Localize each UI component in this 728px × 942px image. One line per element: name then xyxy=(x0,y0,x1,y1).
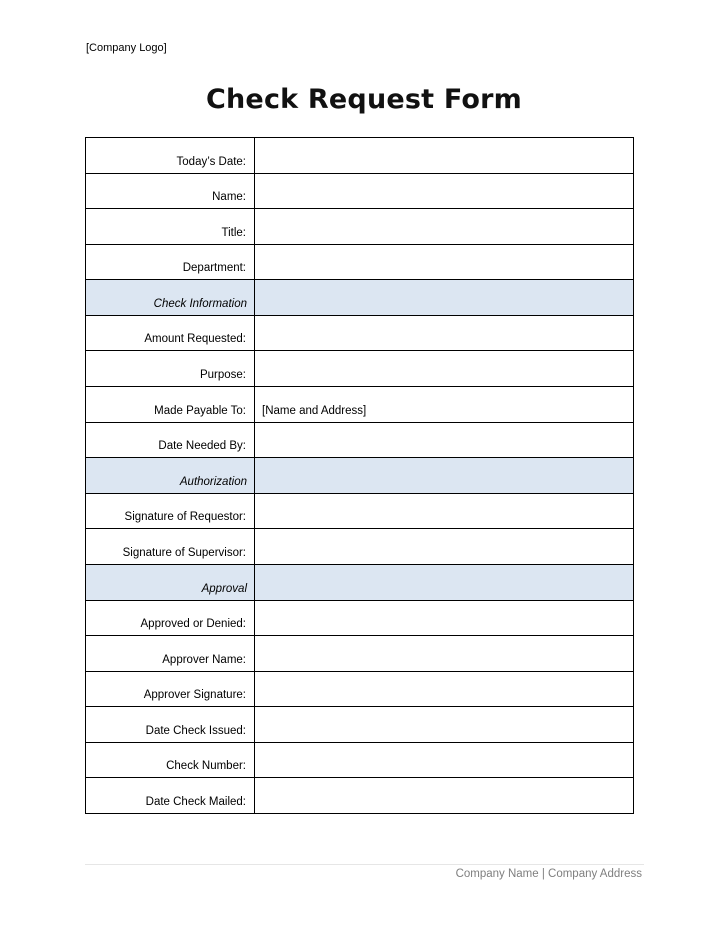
row-date-check-issued xyxy=(86,707,634,743)
field-date-needed-by[interactable] xyxy=(255,422,634,458)
footer-divider xyxy=(85,864,644,865)
row-department xyxy=(86,244,634,280)
label-approved-or-denied: Approved or Denied: xyxy=(86,600,255,636)
field-approved-or-denied[interactable] xyxy=(255,600,634,636)
row-purpose xyxy=(86,351,634,387)
section-label-authorization: Authorization xyxy=(86,458,255,494)
field-todays-date[interactable] xyxy=(255,138,634,174)
section-authorization xyxy=(86,458,634,494)
field-department[interactable] xyxy=(255,244,634,280)
row-signature-of-supervisor xyxy=(86,529,634,565)
label-name: Name: xyxy=(86,173,255,209)
row-made-payable-to xyxy=(86,387,634,423)
label-approver-name: Approver Name: xyxy=(86,636,255,672)
label-date-check-issued: Date Check Issued: xyxy=(86,707,255,743)
section-check-information xyxy=(86,280,634,316)
row-name xyxy=(86,173,634,209)
footer-company-info: Company Name | Company Address xyxy=(455,868,642,880)
section-fill-check-information xyxy=(255,280,634,316)
label-title: Title: xyxy=(86,209,255,245)
row-check-number xyxy=(86,742,634,778)
label-signature-of-requestor: Signature of Requestor: xyxy=(86,493,255,529)
section-label-approval: Approval xyxy=(86,564,255,600)
label-check-number: Check Number: xyxy=(86,742,255,778)
row-signature-of-requestor xyxy=(86,493,634,529)
label-purpose: Purpose: xyxy=(86,351,255,387)
company-logo-placeholder: [Company Logo] xyxy=(86,42,167,54)
field-date-check-mailed[interactable] xyxy=(255,778,634,814)
label-signature-of-supervisor: Signature of Supervisor: xyxy=(86,529,255,565)
row-todays-date xyxy=(86,138,634,174)
section-fill-approval xyxy=(255,564,634,600)
label-todays-date: Today’s Date: xyxy=(86,138,255,174)
field-approver-name[interactable] xyxy=(255,636,634,672)
field-made-payable-to[interactable]: [Name and Address] xyxy=(255,387,634,423)
label-approver-signature: Approver Signature: xyxy=(86,671,255,707)
field-purpose[interactable] xyxy=(255,351,634,387)
label-date-needed-by: Date Needed By: xyxy=(86,422,255,458)
field-date-check-issued[interactable] xyxy=(255,707,634,743)
row-approver-name xyxy=(86,636,634,672)
page-title: Check Request Form xyxy=(206,84,522,115)
field-check-number[interactable] xyxy=(255,742,634,778)
field-amount-requested[interactable] xyxy=(255,315,634,351)
label-date-check-mailed: Date Check Mailed: xyxy=(86,778,255,814)
label-amount-requested: Amount Requested: xyxy=(86,315,255,351)
row-approver-signature xyxy=(86,671,634,707)
field-title[interactable] xyxy=(255,209,634,245)
section-fill-authorization xyxy=(255,458,634,494)
check-request-table xyxy=(85,137,634,814)
row-approved-or-denied xyxy=(86,600,634,636)
section-label-check-information: Check Information xyxy=(86,280,255,316)
row-date-needed-by xyxy=(86,422,634,458)
row-title xyxy=(86,209,634,245)
label-department: Department: xyxy=(86,244,255,280)
field-signature-of-supervisor[interactable] xyxy=(255,529,634,565)
section-approval xyxy=(86,564,634,600)
field-signature-of-requestor[interactable] xyxy=(255,493,634,529)
label-made-payable-to: Made Payable To: xyxy=(86,387,255,423)
field-approver-signature[interactable] xyxy=(255,671,634,707)
row-date-check-mailed xyxy=(86,778,634,814)
row-amount-requested xyxy=(86,315,634,351)
field-name[interactable] xyxy=(255,173,634,209)
